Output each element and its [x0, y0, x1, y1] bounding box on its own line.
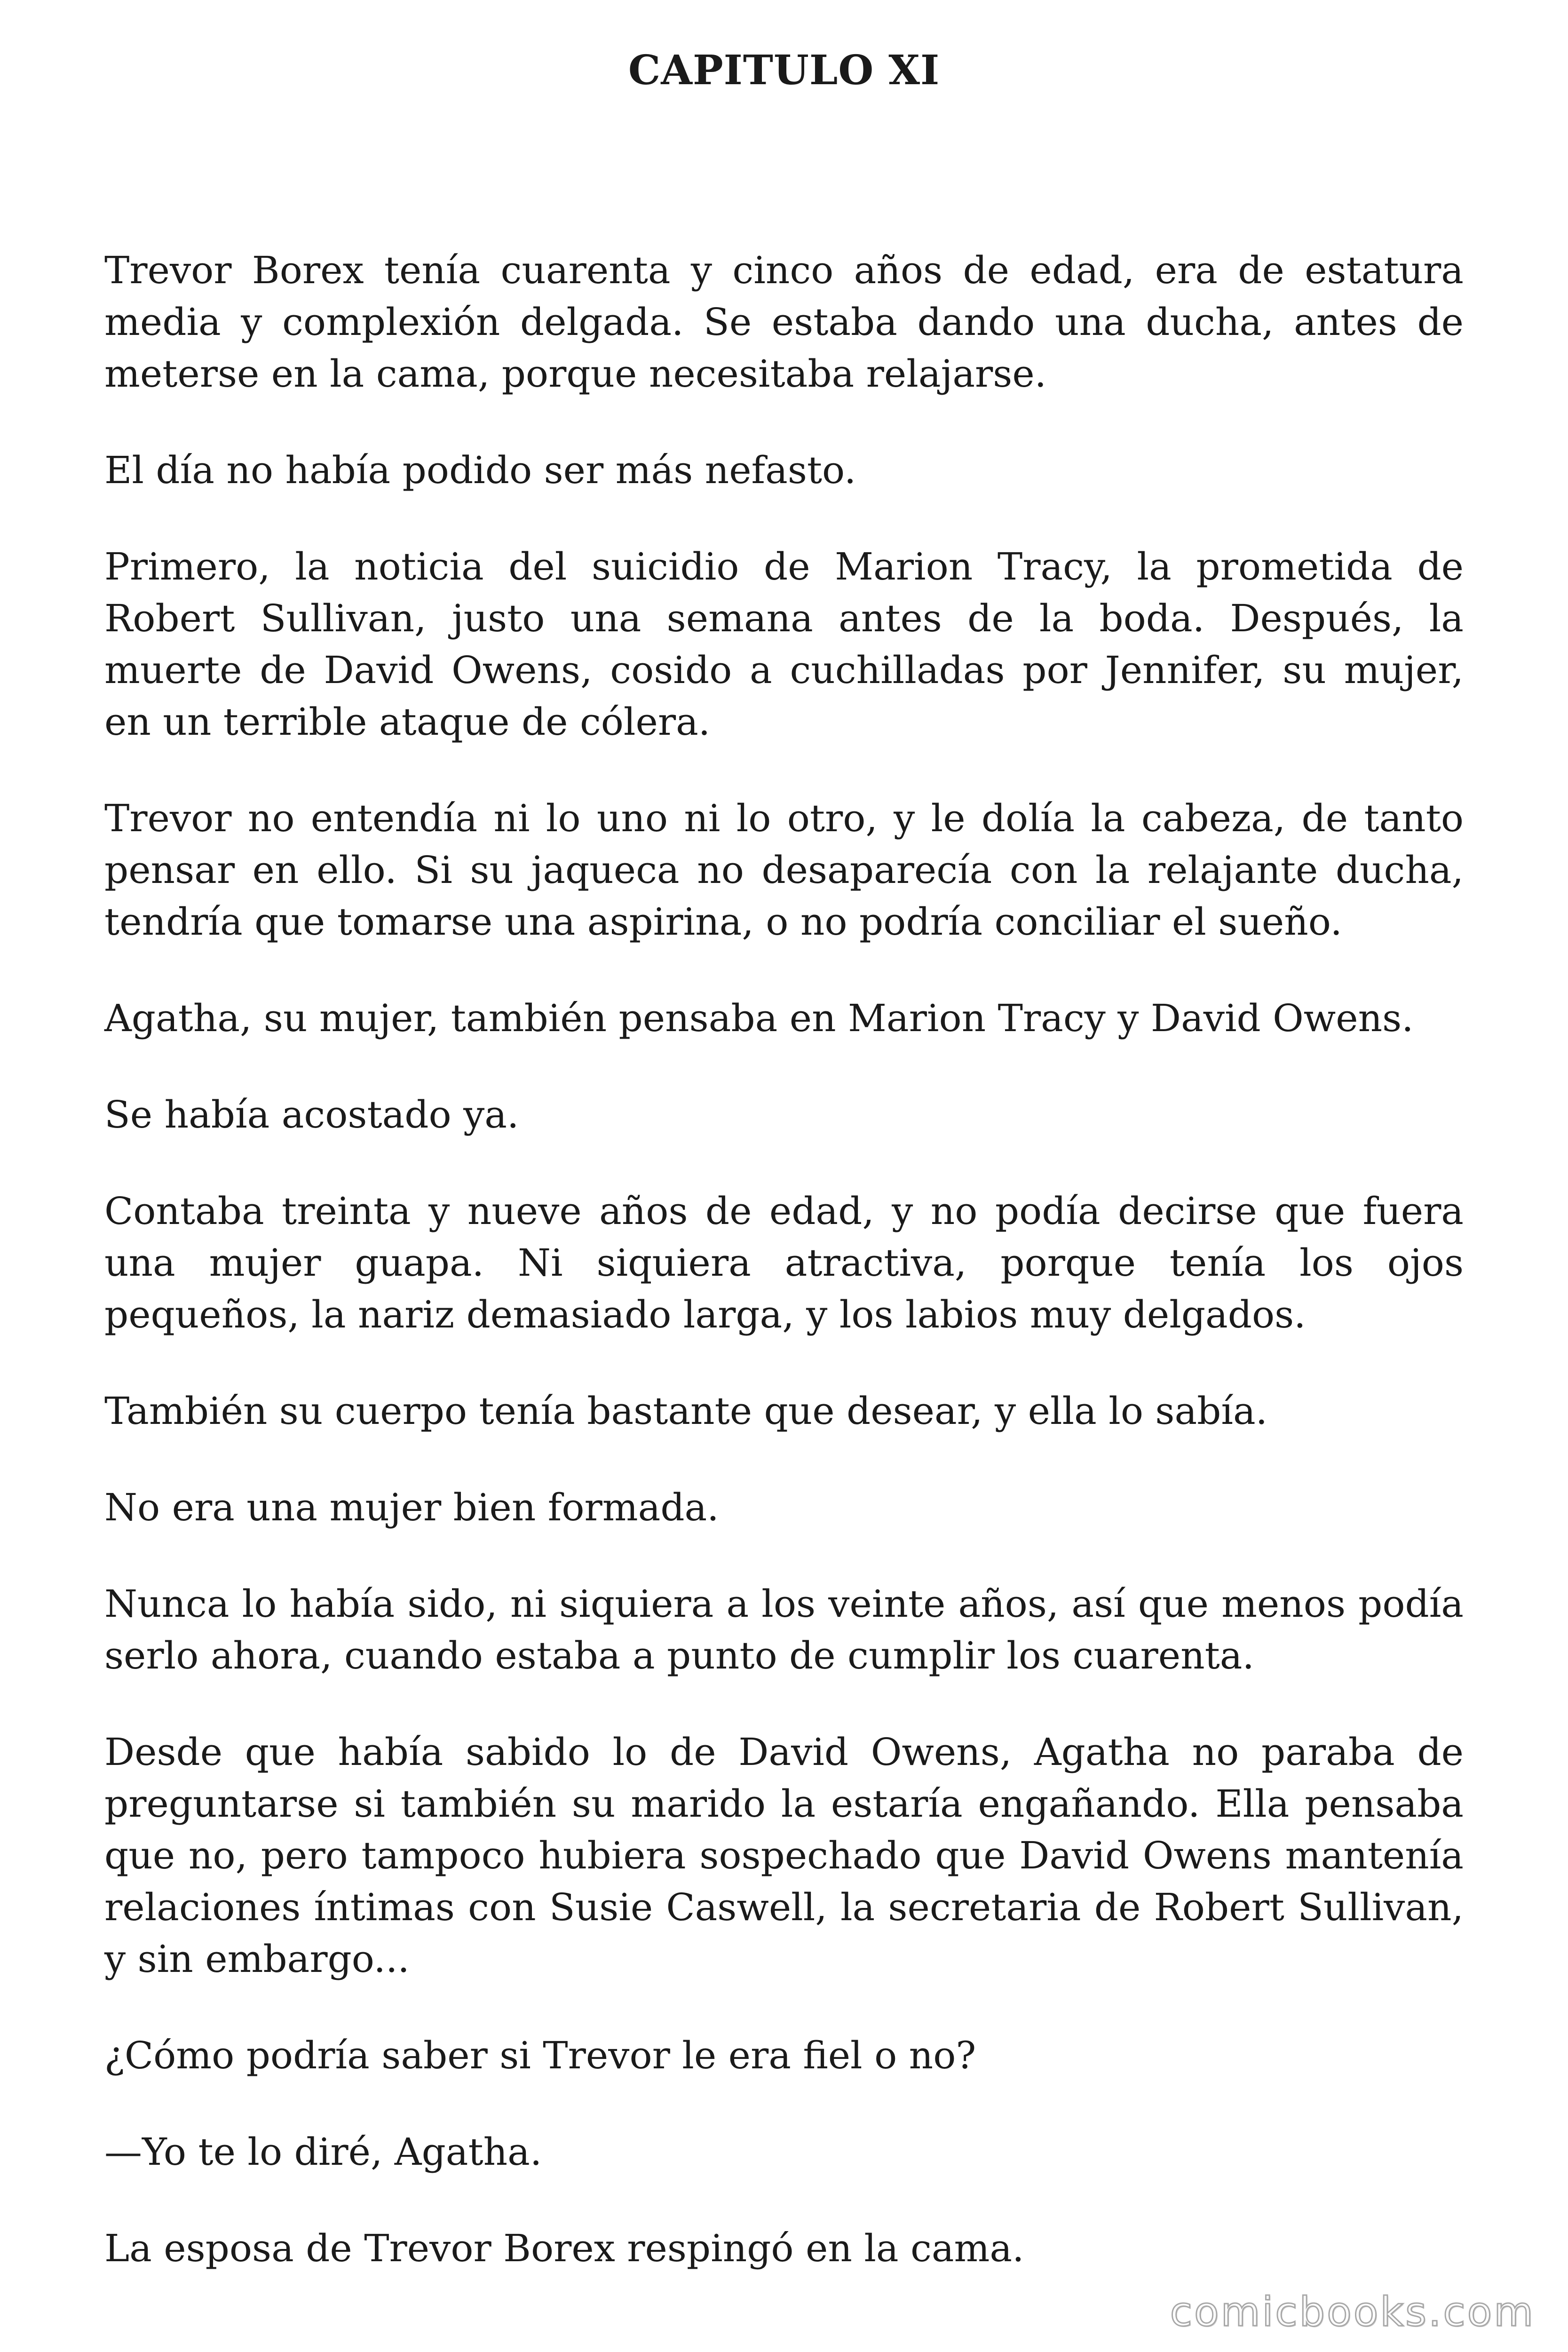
- paragraph: Agatha, su mujer, también pensaba en Marion Tracy y David Owens.: [104, 996, 1414, 1040]
- paragraph: No era una mujer bien formada.: [104, 1486, 719, 1529]
- watermark: comicbooks.com: [1170, 2288, 1535, 2336]
- chapter-body: [104, 245, 1464, 2319]
- paragraph: Trevor no entendía ni lo uno ni lo otro, y le dolía la cabeza, de tanto pensar en ello. Si su jaqueca no desaparecía con la relajante ducha, tendría que tomarse una aspirina, o no podría conciliar el sueño.: [104, 796, 1464, 944]
- chapter-title: CAPITULO XI: [628, 47, 940, 94]
- paragraph: Nunca lo había sido, ni siquiera a los veinte años, así que menos podía serlo ahora, cuando estaba a punto de cumplir los cuarenta.: [104, 1582, 1464, 1677]
- paragraph: La esposa de Trevor Borex respingó en la cama.: [104, 2226, 1024, 2270]
- paragraph: También su cuerpo tenía bastante que desear, y ella lo sabía.: [104, 1389, 1268, 1433]
- paragraph: Trevor Borex tenía cuarenta y cinco años de edad, era de estatura media y complexión delgada. Se estaba dando una ducha, antes de meterse en la cama, porque necesitaba relajarse.: [104, 248, 1464, 396]
- paragraph: Se había acostado ya.: [104, 1093, 519, 1136]
- paragraph: ¿Cómo podría saber si Trevor le era fiel o no?: [104, 2034, 976, 2077]
- paragraph: Contaba treinta y nueve años de edad, y no podía decirse que fuera una mujer guapa. Ni siquiera atractiva, porque tenía los ojos pequeños, la nariz demasiado larga, y los labios muy delgados.: [104, 1189, 1464, 1336]
- paragraph: Primero, la noticia del suicidio de Marion Tracy, la prometida de Robert Sullivan, justo una semana antes de la boda. Después, la muerte de David Owens, cosido a cuchilladas por Jennifer, su mujer, en un terrible ataque de cólera.: [104, 545, 1464, 744]
- paragraph: El día no había podido ser más nefasto.: [104, 448, 856, 492]
- paragraph: —Yo te lo diré, Agatha.: [104, 2130, 542, 2174]
- paragraph: Desde que había sabido lo de David Owens, Agatha no paraba de preguntarse si también su marido la estaría engañando. Ella pensaba que no, pero tampoco hubiera sospechado que David Owens mantenía relaciones íntimas con Susie Caswell, la secretaria de Robert Sullivan, y sin embargo...: [104, 1730, 1464, 1981]
